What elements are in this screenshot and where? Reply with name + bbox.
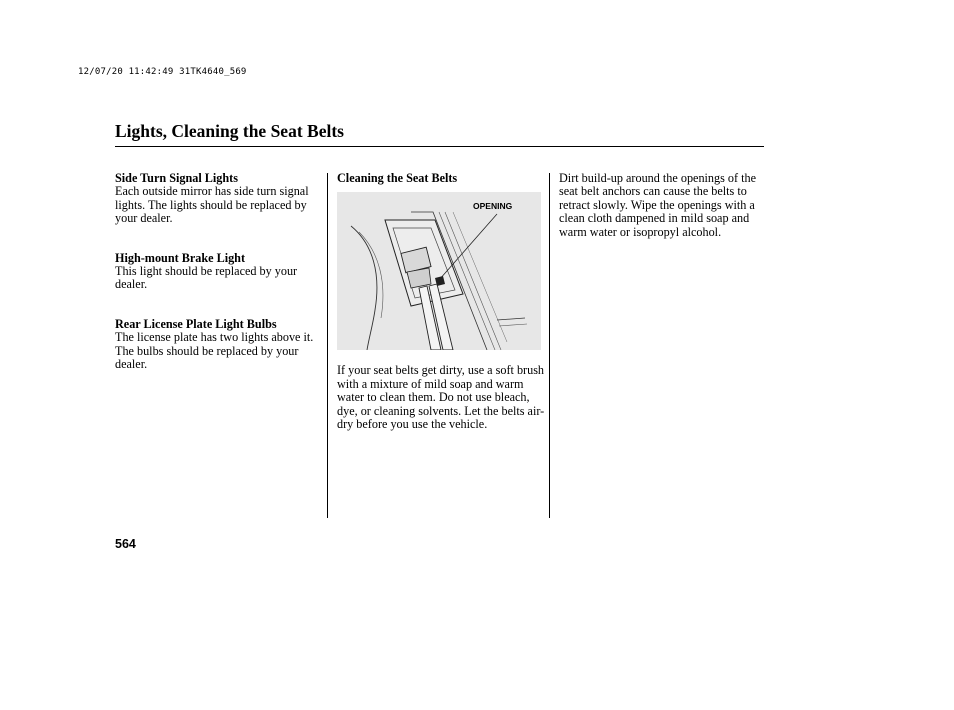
- seat-belt-anchor-drawing: [337, 192, 541, 350]
- section-heading: Rear License Plate Light Bulbs: [115, 316, 277, 331]
- print-timestamp: 12/07/20 11:42:49 31TK4640_569: [78, 67, 247, 77]
- section-side-turn-signal-lights: [115, 172, 325, 226]
- section-body: If your seat belts get dirty, use a soft brush with a mixture of mild soap and warm water to clean them. Do not use bleach, dye, or cleaning solvents. Let the belts air-dry before you use the vehicle.: [337, 363, 545, 432]
- middle-column: [337, 172, 545, 457]
- section-heading: Cleaning the Seat Belts: [337, 171, 458, 185]
- column-divider-right: [549, 173, 550, 518]
- section-body: This light should be replaced by your dealer.: [115, 264, 298, 292]
- column-divider-left: [327, 173, 328, 518]
- section-heading: High-mount Brake Light: [115, 250, 246, 265]
- page-title: Lights, Cleaning the Seat Belts: [115, 121, 344, 141]
- right-column: [559, 172, 764, 265]
- section-body: Each outside mirror has side turn signal lights. The lights should be replaced by your dealer.: [115, 184, 309, 226]
- section-heading: Side Turn Signal Lights: [115, 171, 238, 185]
- figure-callout-label: OPENING: [473, 201, 513, 212]
- section-body: Dirt build-up around the openings of the seat belt anchors can cause the belts to retract slowly. Wipe the openings with a clean cloth dampened in mild soap and warm water or isopropyl alcohol.: [559, 171, 756, 239]
- title-rule: [115, 146, 764, 147]
- page-number: 564: [115, 537, 136, 551]
- section-high-mount-brake-light: [115, 252, 325, 292]
- seat-belt-illustration: [337, 192, 541, 350]
- left-column: [115, 172, 325, 397]
- section-body: The license plate has two lights above it. The bulbs should be replaced by your dealer.: [115, 330, 314, 372]
- section-rear-license-plate-light-bulbs: [115, 318, 325, 372]
